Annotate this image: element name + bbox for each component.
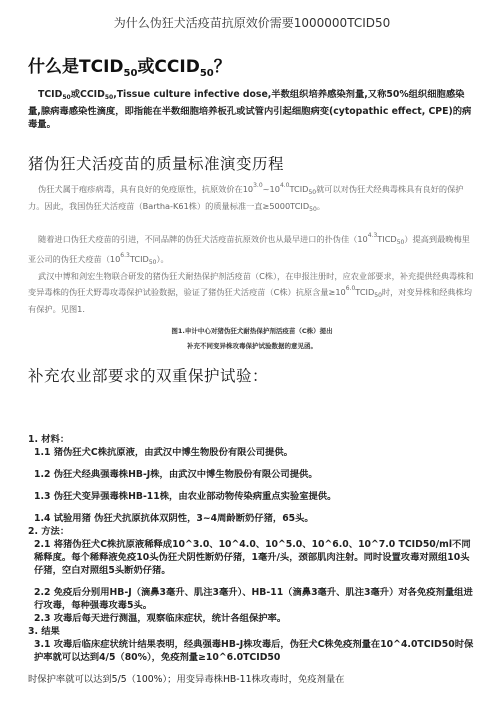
para-superscript: 6.3 <box>120 251 130 259</box>
history-paragraph-1 <box>28 180 476 217</box>
para-text: 随着进口伪狂犬疫苗的引进，不同品牌的伪狂犬活疫苗抗原效价也从最早进口的扑伪佳（10 <box>38 234 368 244</box>
para-text: ~10 <box>262 184 280 194</box>
list-item: 3.1 攻毒后临床症状统计结果表明，经典强毒HB-J株攻毒后，伪狂犬C株免疫剂量在10^4.0TCID50时保护率就可以达到4/5（80%），免疫剂量≥10^6.0TCID50 <box>34 639 474 663</box>
para-subscript: 50 <box>374 291 382 299</box>
heading-text: 或CCID <box>137 57 200 77</box>
para-text: 或CCID <box>70 89 105 100</box>
heading-subscript: 50 <box>123 68 138 79</box>
heading-text: 什么是TCID <box>28 57 124 77</box>
history-paragraph-3 <box>28 270 476 315</box>
para-subscript: 50 <box>308 189 317 196</box>
para-superscript: 3.0 <box>253 182 263 189</box>
para-text: 就可以对伪狂犬经典毒株具有良好的保护力。因此，我国伪狂犬活疫苗（Bartha-K61株）的质量标准一直≥5000TCID <box>28 184 464 211</box>
section-heading-tcid50 <box>28 52 231 79</box>
para-text: TCID <box>129 253 149 264</box>
section-heading-standard-history: 猪伪狂犬活疫苗的质量标准演变历程 <box>28 155 285 173</box>
list-heading-methods: 2. 方法： <box>28 526 70 537</box>
figure-caption-line-2: 补充不同变异株攻毒保护试验数据的意见函。 <box>187 342 317 350</box>
para-superscript: 4.0 <box>279 182 290 189</box>
list-item: 时保护率就可以达到5/5（100%）；用变异毒株HB-11株攻毒时，免疫剂量在 <box>28 674 345 685</box>
list-item: 1.4 试验用猪 伪狂犬抗原抗体双阴性，3~4周龄断奶仔猪，65头。 <box>34 513 314 524</box>
history-paragraph-2 <box>28 230 476 270</box>
test-details-list <box>28 433 478 686</box>
para-text: 。 <box>316 200 325 211</box>
para-subscript: 50 <box>396 239 405 246</box>
heading-text: ？ <box>213 57 231 77</box>
para-superscript: 6.0 <box>345 284 356 292</box>
list-item: 1.3 伪狂犬变异强毒株HB-11株，由农业部动物传染病重点实验室提供。 <box>34 491 337 502</box>
para-text: TCID <box>355 286 375 297</box>
para-subscript: 50 <box>104 94 114 101</box>
list-item: 2.3 攻毒后每天进行测温，观察临床症状，统计各组保护率。 <box>34 613 287 624</box>
list-heading-materials: 1. 材料： <box>28 434 70 445</box>
para-subscript: 50 <box>62 94 71 101</box>
para-text: ）。 <box>156 253 169 264</box>
list-item: 1.1 猪伪狂犬C株抗原液，由武汉中博生物股份有限公司提供。 <box>34 447 293 458</box>
para-subscript: 50 <box>148 258 157 266</box>
para-text: ,Tissue culture infective dose,半数组织培养感染剂量,又称50%组织细胞感染量,腺病毒感染性滴度，即指能在半数细胞培养板孔或试管内引起细胞病变(cytopathic effect, CPE)的病毒量。 <box>28 89 472 130</box>
para-text: TCID <box>38 89 63 100</box>
para-text: TICD <box>377 234 397 244</box>
figure-caption-line-1: 图1.申计中心对猪伪狂犬耐热保护剂活疫苗（C株）提出 <box>171 327 333 335</box>
list-item: 2.1 将猪伪狂犬C株抗原液稀释成10^3.0、10^4.0、10^5.0、10^6.0、10^7.0 TCID50/ml不同稀释度。每个稀释液免疫10头伪狂犬阴性断奶仔猪，1毫升/头，颈部肌肉注射。同时设置攻毒对照组10头仔猪，空白对照组5头断奶仔猪。 <box>34 539 471 576</box>
para-subscript: 50 <box>309 205 317 213</box>
tcid50-definition-paragraph <box>28 88 476 132</box>
list-item: 2.2 免疫后分别用HB-J（滴鼻3毫升、肌注3毫升）、HB-11（滴鼻3毫升、肌注3毫升）对各免疫剂量组进行攻毒，每种强毒攻毒5头。 <box>34 587 473 611</box>
para-text: 武汉中博和剑宏生物联合研发的猪伪狂犬耐热保护剂活疫苗（C株），在申报注册时，应农业部要求，补充提供经典毒株和变异毒株的伪狂犬野毒攻毒保护试验数据，验证了猪伪狂犬活疫苗（C株）抗原含量≥10 <box>28 271 474 297</box>
document-title: 为什么伪狂犬活疫苗抗原效价需要1000000TCID50 <box>113 16 391 30</box>
para-text: TCID <box>289 184 309 194</box>
list-item: 1.2 伪狂犬经典强毒株HB-J株，由武汉中博生物股份有限公司提供。 <box>34 469 318 480</box>
heading-subscript: 50 <box>199 68 214 79</box>
para-text: ）提高到最晚梅里亚公司的伪狂犬疫苗（10 <box>28 234 470 264</box>
para-text: 时，对变异株和经典株均有保护。见图1. <box>28 286 472 314</box>
para-text: 伪狂犬属于疱疹病毒，具有良好的免疫原性，抗原效价在10 <box>38 184 254 194</box>
list-heading-results: 3. 结果 <box>28 626 60 637</box>
para-superscript: 4.3 <box>367 232 378 239</box>
section-heading-protection-test: 补充农业部要求的双重保护试验： <box>28 367 269 385</box>
